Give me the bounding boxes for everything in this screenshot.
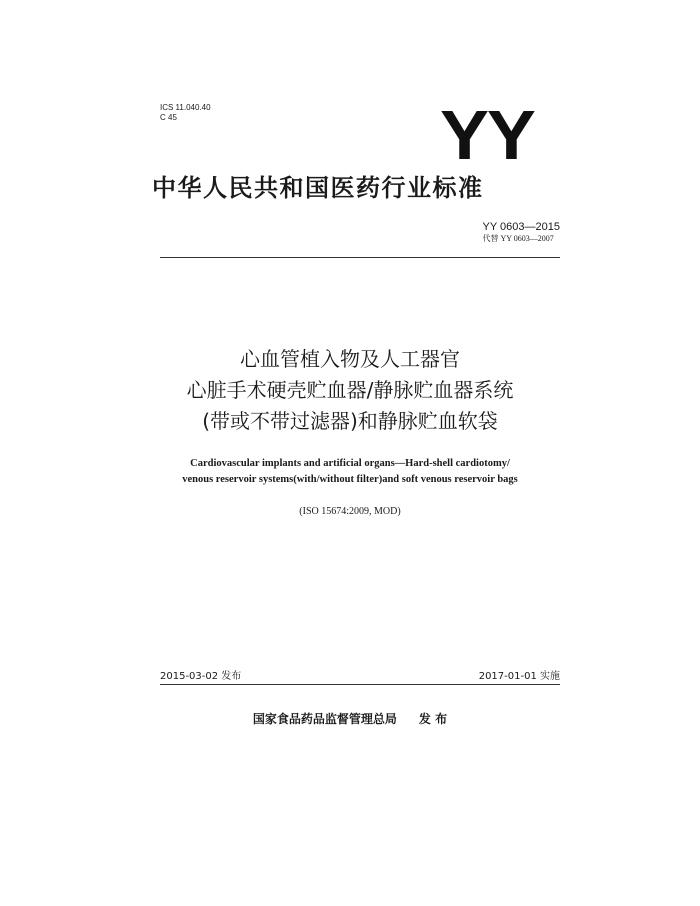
standard-number: YY 0603—2015 [482,221,560,233]
english-title-line-2: venous reservoir systems(with/without filter)and soft venous reservoir bags [182,474,518,485]
publish-word: 发 布 [418,712,448,726]
ics-code: ICS 11.040.40 [160,103,211,112]
footer-divider [160,684,560,685]
implementation-date: 2017-01-01 实施 [478,671,560,682]
iso-reference: (ISO 15674:2009, MOD) [299,506,401,517]
chinese-title-line-2: 心脏手术硬壳贮血器/静脉贮血器系统 [186,378,514,402]
issue-date: 2015-03-02 发布 [160,671,242,682]
replaced-standard: 代替 YY 0603—2007 [482,234,554,243]
header-divider [160,257,560,258]
english-title-line-1: Cardiovascular implants and artificial organs—Hard-shell cardiotomy/ [190,458,510,469]
chinese-title [0,344,700,437]
chinese-title-line-1: 心血管植入物及人工器官 [240,347,460,371]
publisher-line [0,711,700,727]
standard-category-title: 中华人民共和国医药行业标准 [152,174,484,202]
classification-codes [160,103,211,123]
chinese-title-line-3: (带或不带过滤器)和静脉贮血软袋 [202,409,498,433]
publisher-name: 国家食品药品监督管理总局 [252,712,397,726]
ccs-code: C 45 [160,113,177,122]
standard-number-block [483,221,560,244]
english-title [0,456,700,488]
yy-logo: YY [440,96,534,174]
